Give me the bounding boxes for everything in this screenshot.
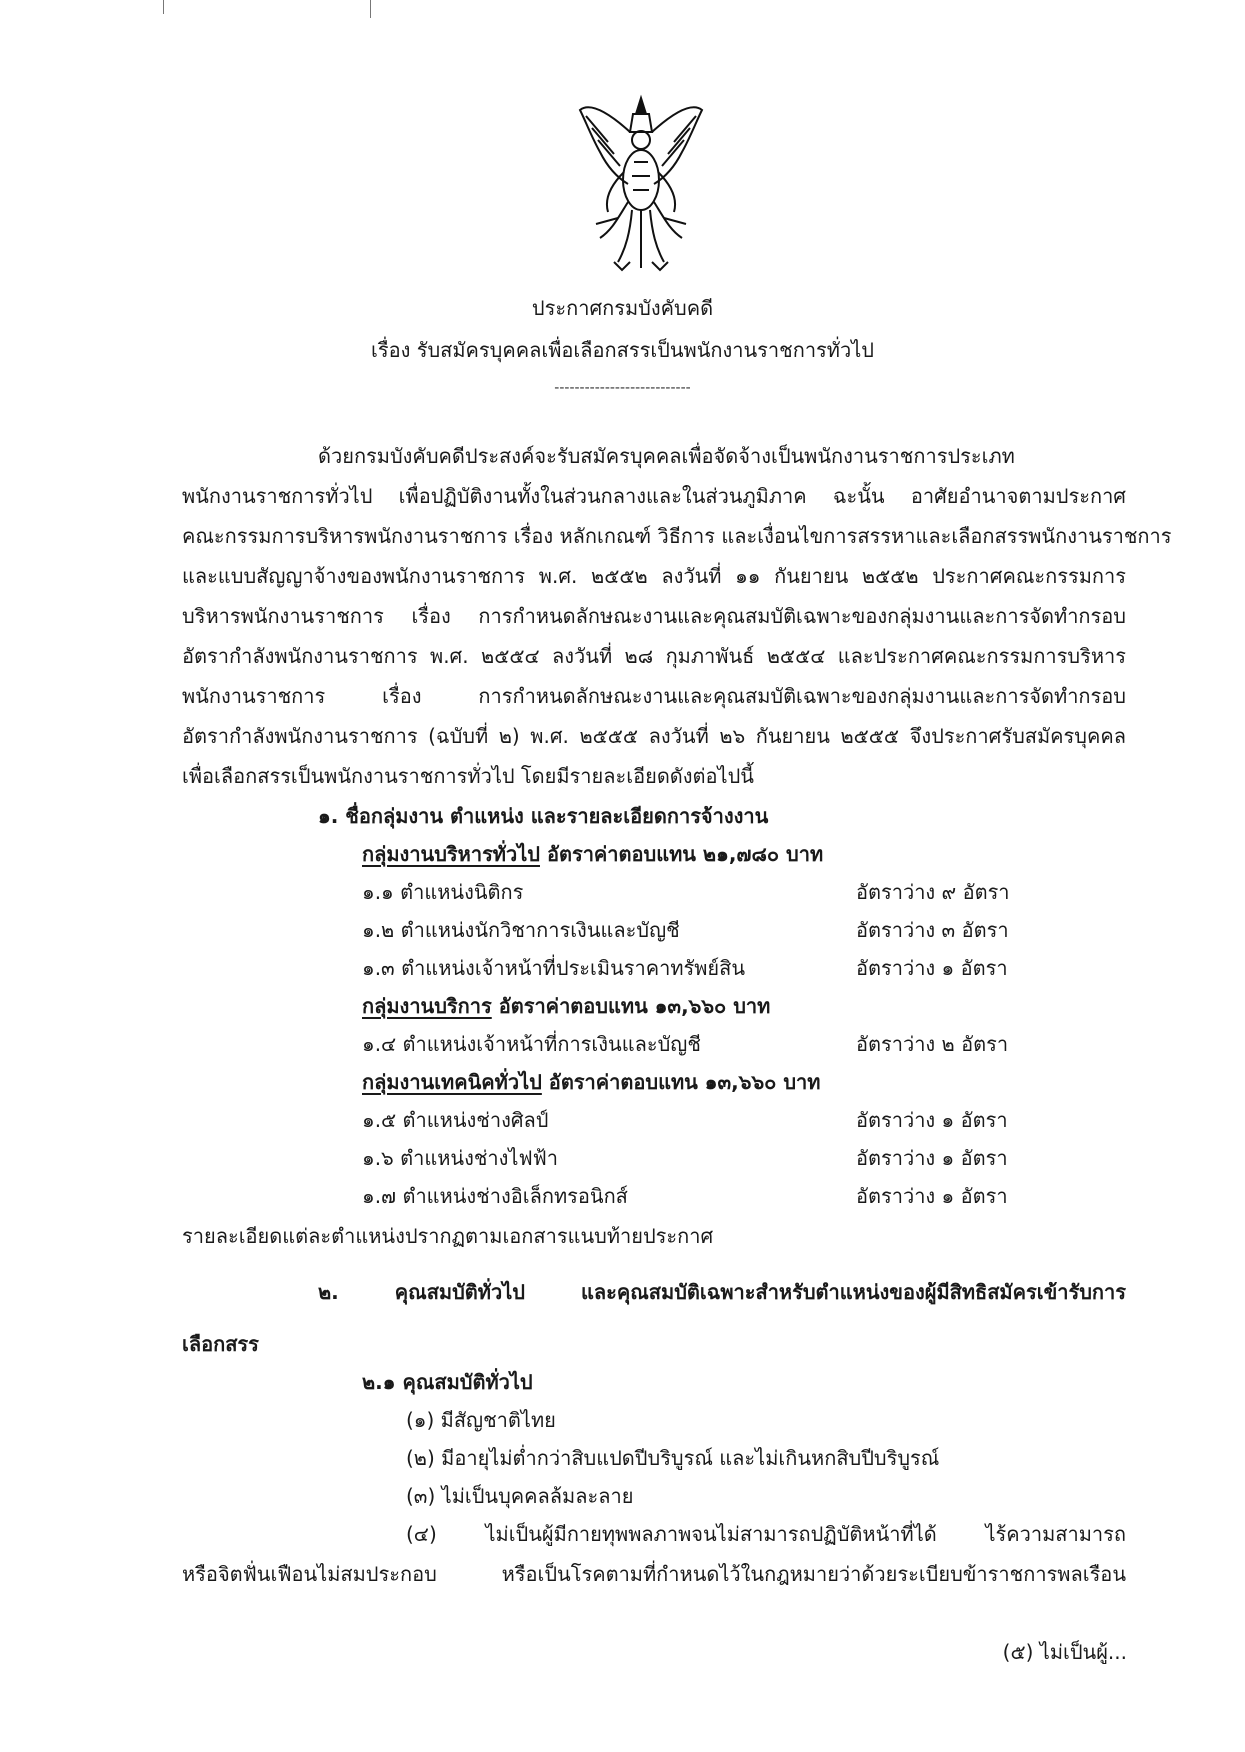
intro-line: บริหารพนักงานราชการ เรื่อง การกำหนดลักษณะงานและคุณสมบัติเฉพาะของกลุ่มงานและการจัดทำกรอบ xyxy=(182,604,1126,628)
qualification-item: (๓) ไม่เป็นบุคคลล้มละลาย xyxy=(406,1484,634,1508)
position-title: ๑.๔ ตำแหน่งเจ้าหน้าที่การเงินและบัญชี xyxy=(362,1032,701,1056)
intro-line: พนักงานราชการ เรื่อง การกำหนดลักษณะงานและคุณสมบัติเฉพาะของกลุ่มงานและการจัดทำกรอบ xyxy=(182,684,1126,708)
document-title: ประกาศกรมบังคับคดี xyxy=(531,296,714,320)
position-title: ๑.๑ ตำแหน่งนิติกร xyxy=(362,880,524,904)
document-subject: เรื่อง รับสมัครบุคคลเพื่อเลือกสรรเป็นพนักงานราชการทั่วไป xyxy=(371,338,874,362)
work-group-rate: อัตราค่าตอบแทน ๑๓,๖๖๐ บาท xyxy=(491,994,771,1018)
intro-line: พนักงานราชการทั่วไป เพื่อปฏิบัติงานทั้งในส่วนกลางและในส่วนภูมิภาค ฉะนั้น อาศัยอำนาจตามประกาศ xyxy=(182,484,1126,508)
scan-mark xyxy=(163,0,164,14)
garuda-emblem-icon xyxy=(578,92,704,272)
section1-heading: ๑. ชื่อกลุ่มงาน ตำแหน่ง และรายละเอียดการจ้างงาน xyxy=(318,804,769,828)
intro-line: คณะกรรมการบริหารพนักงานราชการ เรื่อง หลักเกณฑ์ วิธีการ และเงื่อนไขการสรรหาและเลือกสรรพนักงานราชการ xyxy=(182,524,1172,548)
qualification-item-continuation: หรือจิตฟั่นเฟือนไม่สมประกอบ หรือเป็นโรคตามที่กำหนดไว้ในกฎหมายว่าด้วยระเบียบข้าราชการพลเรือน xyxy=(182,1562,1126,1586)
work-group-name: กลุ่มงานบริการ xyxy=(362,994,492,1018)
position-title: ๑.๓ ตำแหน่งเจ้าหน้าที่ประเมินราคาทรัพย์สิน xyxy=(362,956,746,980)
position-title: ๑.๗ ตำแหน่งช่างอิเล็กทรอนิกส์ xyxy=(362,1184,628,1208)
title-divider: --------------------------- xyxy=(554,380,691,396)
position-vacancy: อัตราว่าง ๑ อัตรา xyxy=(856,1108,1008,1132)
intro-line: อัตรากำลังพนักงานราชการ พ.ศ. ๒๕๕๔ ลงวันที่ ๒๘ กุมภาพันธ์ ๒๕๕๔ และประกาศคณะกรรมการบริหาร xyxy=(182,644,1126,668)
section2-heading: ๒. คุณสมบัติทั่วไป และคุณสมบัติเฉพาะสำหรับตำแหน่งของผู้มีสิทธิสมัครเข้ารับการ xyxy=(318,1280,1126,1304)
position-title: ๑.๒ ตำแหน่งนักวิชาการเงินและบัญชี xyxy=(362,918,680,942)
qualification-item: (๔) ไม่เป็นผู้มีกายทุพพลภาพจนไม่สามารถปฏิบัติหน้าที่ได้ ไร้ความสามารถ xyxy=(406,1522,1126,1546)
qualification-item: (๑) มีสัญชาติไทย xyxy=(406,1408,556,1432)
intro-line: เพื่อเลือกสรรเป็นพนักงานราชการทั่วไป โดยมีรายละเอียดดังต่อไปนี้ xyxy=(182,764,754,788)
position-vacancy: อัตราว่าง ๑ อัตรา xyxy=(856,1184,1008,1208)
position-vacancy: อัตราว่าง ๑ อัตรา xyxy=(856,1146,1008,1170)
work-group-header xyxy=(362,990,770,1022)
work-group-name: กลุ่มงานเทคนิคทั่วไป xyxy=(362,1070,542,1094)
work-group-rate: อัตราค่าตอบแทน ๑๓,๖๖๐ บาท xyxy=(541,1070,821,1094)
intro-line: อัตรากำลังพนักงานราชการ (ฉบับที่ ๒) พ.ศ. ๒๕๕๕ ลงวันที่ ๒๖ กันยายน ๒๕๕๕ จึงประกาศรับสมัครบุคคล xyxy=(182,724,1126,748)
section2-heading-continuation: เลือกสรร xyxy=(182,1332,259,1356)
section2-sub-heading: ๒.๑ คุณสมบัติทั่วไป xyxy=(362,1370,533,1394)
position-vacancy: อัตราว่าง ๑ อัตรา xyxy=(856,956,1008,980)
scan-mark xyxy=(370,0,371,18)
position-vacancy: อัตราว่าง ๓ อัตรา xyxy=(856,918,1009,942)
work-group-name: กลุ่มงานบริหารทั่วไป xyxy=(362,842,540,866)
position-title: ๑.๖ ตำแหน่งช่างไฟฟ้า xyxy=(362,1146,559,1170)
qualification-item: (๒) มีอายุไม่ต่ำกว่าสิบแปดปีบริบูรณ์ และไม่เกินหกสิบปีบริบูรณ์ xyxy=(406,1446,940,1470)
position-vacancy: อัตราว่าง ๙ อัตรา xyxy=(856,880,1010,904)
position-vacancy: อัตราว่าง ๒ อัตรา xyxy=(856,1032,1009,1056)
work-group-header xyxy=(362,838,823,870)
position-title: ๑.๕ ตำแหน่งช่างศิลป์ xyxy=(362,1108,549,1132)
work-group-rate: อัตราค่าตอบแทน ๒๑,๗๘๐ บาท xyxy=(539,842,824,866)
continuation-marker: (๕) ไม่เป็นผู้... xyxy=(1002,1640,1127,1664)
work-group-header xyxy=(362,1066,820,1098)
intro-line: ด้วยกรมบังคับคดีประสงค์จะรับสมัครบุคคลเพื่อจัดจ้างเป็นพนักงานราชการประเภท xyxy=(318,444,1015,468)
section1-note: รายละเอียดแต่ละตำแหน่งปรากฏตามเอกสารแนบท้ายประกาศ xyxy=(182,1224,714,1248)
intro-line: และแบบสัญญาจ้างของพนักงานราชการ พ.ศ. ๒๕๕๒ ลงวันที่ ๑๑ กันยายน ๒๕๕๒ ประกาศคณะกรรมการ xyxy=(182,564,1126,588)
